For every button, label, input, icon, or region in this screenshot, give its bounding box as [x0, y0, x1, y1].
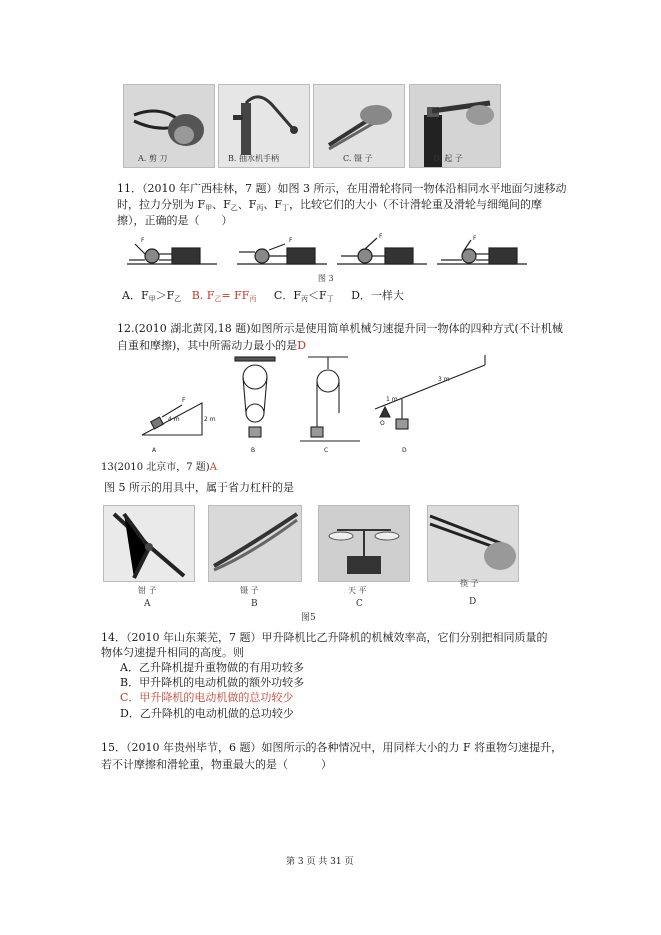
svg-text:O: O — [380, 420, 385, 427]
image-tweezers-q13 — [208, 505, 302, 582]
q13-answer: A — [209, 462, 217, 473]
svg-text:B: B — [251, 447, 256, 454]
svg-text:2 m: 2 m — [204, 416, 216, 423]
q14-option-b: B．甲升降机的电动机做的额外功较多 — [120, 676, 305, 689]
svg-text:F: F — [182, 397, 186, 404]
svg-text:A: A — [152, 447, 157, 454]
q13-header: 13(2010 北京市，7 题)A — [101, 462, 217, 473]
letter-d: D — [469, 597, 477, 607]
letter-a: A — [144, 599, 151, 609]
image-chopsticks — [427, 505, 519, 582]
q11-options: A．$F_甲>F_乙$ B. $F_乙= FF_丙$ C．$F_丙<F_丁$ D．一样大 — [122, 289, 404, 303]
q11-line1: 11．（2010 年广西桂林，7 题）如图 3 所示，在用滑轮将同一物体沿相同水平地面匀速移动 — [117, 182, 567, 195]
caption-b-pump-handle: B. 抽水机手柄 — [228, 154, 279, 163]
svg-text:D: D — [402, 447, 407, 454]
q14-line1: 14．（2010 年山东莱芜，7 题）甲升降机比乙升降机的机械效率高，它们分别把相同质量的 — [101, 631, 548, 644]
q11-option-b-answer: B. $F_乙= FF_丙$ — [191, 289, 257, 303]
caption-a-scissors: A. 剪 刀 — [138, 154, 168, 163]
q11-line3: 擦），正确的是（ ） — [117, 214, 233, 227]
q15-line2: 若不计摩擦和滑轮重，物重最大的是（ ） — [101, 758, 332, 771]
svg-text:4 m: 4 m — [168, 416, 180, 423]
q11-line2: 时，拉力分别为 $F_甲$、$F_乙$、$F_丙$、$F_丁$，比较它们的大小（不计滑轮重及滑轮与细绳间的摩 — [117, 198, 543, 212]
q15-line1: 15．（2010 年贵州毕节，6 题）如图所示的各种情况中，用同样大小的力 F 将重物匀速提升， — [101, 741, 563, 754]
svg-text:F: F — [379, 233, 383, 240]
svg-text:F: F — [141, 237, 145, 244]
caption-pliers: 钳 子 — [138, 586, 157, 595]
image-balance — [318, 505, 410, 582]
q13-question: 图 5 所示的用具中，属于省力杠杆的是 — [104, 481, 294, 494]
caption-balance: 天 平 — [348, 586, 367, 595]
caption-chopsticks: 筷 子 — [460, 579, 479, 588]
q14-option-c-answer: C．甲升降机的电动机做的总功较少 — [120, 691, 294, 704]
figure-5-caption: 图5 — [301, 613, 316, 623]
q14-option-a: A．乙升降机提升重物做的有用功较多 — [120, 661, 304, 674]
svg-text:1 m: 1 m — [386, 396, 398, 403]
figure-q12-machines — [140, 355, 520, 455]
letter-c: C — [356, 599, 363, 609]
svg-text:3 m: 3 m — [438, 376, 450, 383]
figure-3-caption: 图 3 — [318, 274, 334, 283]
letter-b: B — [251, 599, 258, 609]
q14-line2: 物体匀速提升相同的高度。则 — [101, 646, 244, 659]
image-scissors — [123, 84, 215, 168]
image-pliers — [103, 505, 195, 582]
caption-c-tweezers: C. 镊 子 — [343, 154, 373, 163]
svg-text:F: F — [473, 235, 477, 242]
page-footer: 第 3 页 共 31 页 — [286, 857, 354, 867]
q12-line2: 自重和摩擦)，其中所需动力最小的是D — [117, 339, 307, 352]
q12-answer: D — [297, 339, 307, 352]
caption-d-opener: D. 起 子 — [433, 154, 463, 163]
caption-tweezers: 镊 子 — [240, 586, 259, 595]
q12-line1: 12.(2010 湖北黄冈,18 题)如图所示是使用简单机械匀速提升同一物体的四种方式(不计机械 — [117, 322, 563, 335]
q14-option-d: D．乙升降机的电动机做的总功较少 — [120, 707, 294, 720]
svg-text:F: F — [289, 237, 293, 244]
svg-text:C: C — [324, 447, 329, 454]
